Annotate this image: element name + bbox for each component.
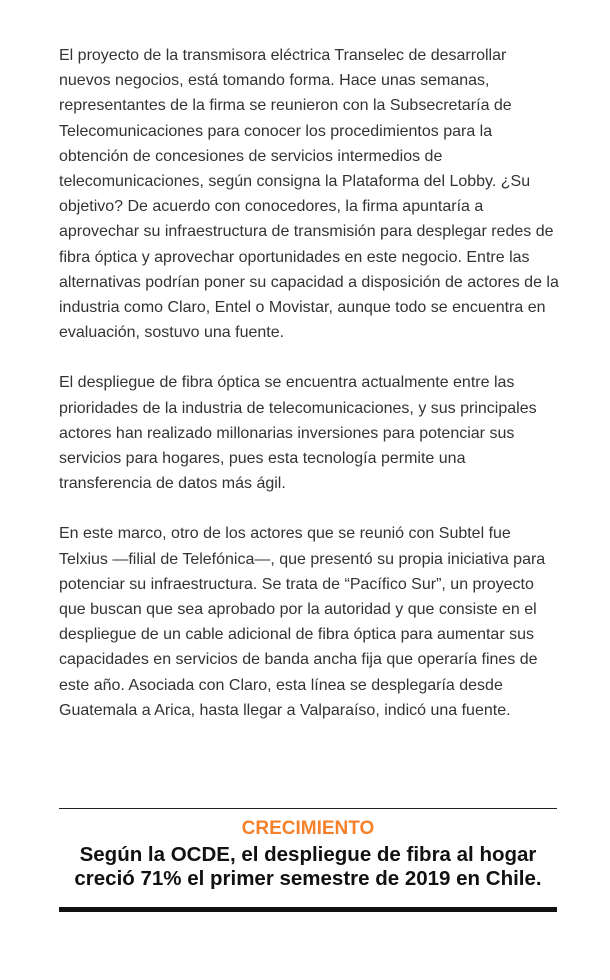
article-body: [59, 43, 559, 748]
pull-quote-text: Según la OCDE, el despliegue de fibra al hogar creció 71% el primer semestre de 2019 en Chile.: [74, 843, 542, 890]
pull-quote-kicker: CRECIMIENTO: [241, 818, 375, 839]
article-paragraph-2: El despliegue de fibra óptica se encuentra actualmente entre las prioridades de la industria de telecomunicaciones, y sus principales actores han realizado millonarias inversiones para potenciar sus servicios para hogares, pues esta tecnología permite una transferencia de datos más ágil.: [59, 374, 537, 493]
pull-quote-box: [59, 808, 557, 912]
article-paragraph-3: En este marco, otro de los actores que se reunió con Subtel fue Telxius —filial de Telefónica—, que presentó su propia iniciativa para potenciar su infraestructura. Se trata de “Pacífico Sur”, un proyecto que buscan que sea aprobado por la autoridad y que consiste en el despliegue de un cable adicional de fibra óptica para aumentar sus capacidades en servicios de banda ancha fija que operaría fines de este año. Asociada con Claro, esta línea se desplegaría desde Guatemala a Arica, hasta llegar a Valparaíso, indicó una fuente.: [59, 525, 546, 719]
pull-quote-bottom-rule: [59, 907, 557, 912]
article-paragraph-1: El proyecto de la transmisora eléctrica Transelec de desarrollar nuevos negocios, está tomando forma. Hace unas semanas, representantes de la firma se reunieron con la Subsecretaría de Telecomunicaciones para conocer los procedimientos para la obtención de concesiones de servicios intermedios de telecomunicaciones, según consigna la Plataforma del Lobby. ¿Su objetivo? De acuerdo con conocedores, la firma apuntaría a aprovechar su infraestructura de transmisión para desplegar redes de fibra óptica y aprovechar oportunidades en este negocio. Entre las alternativas podrían poner su capacidad a disposición de actores de la industria como Claro, Entel o Movistar, aunque todo se encuentra en evaluación, sostuvo una fuente.: [59, 47, 559, 342]
pull-quote-top-rule: [59, 808, 557, 809]
